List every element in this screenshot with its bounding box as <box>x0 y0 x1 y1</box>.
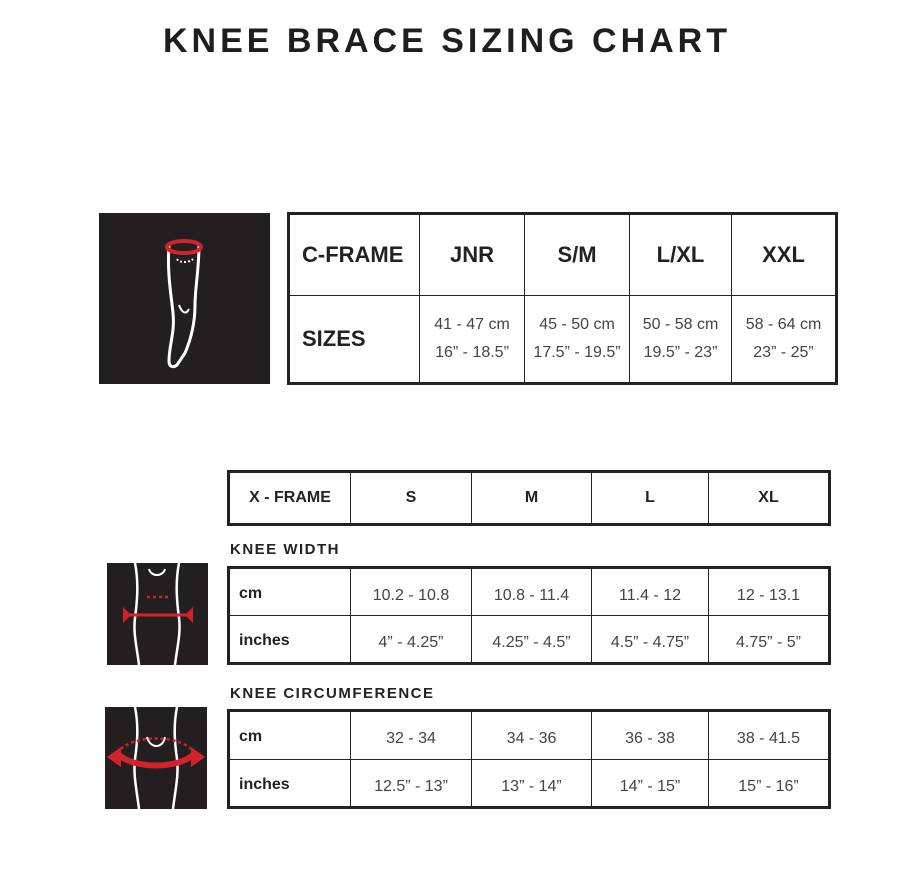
size-cm: 58 - 64 cm <box>745 316 822 333</box>
knee-circ-cm-s: 32 - 34 <box>351 711 472 760</box>
knee-width-inches-s: 4” - 4.25” <box>351 616 472 664</box>
size-inches: 23” - 25” <box>753 344 814 361</box>
knee-circ-cm-xl: 38 - 41.5 <box>709 711 830 760</box>
knee-circ-inches-l: 14” - 15” <box>592 759 709 808</box>
knee-circ-inches-m: 13” - 14” <box>472 759 592 808</box>
page-title: KNEE BRACE SIZING CHART <box>162 22 732 60</box>
inches-label: inches <box>229 616 351 664</box>
size-cm: 50 - 58 cm <box>642 316 719 333</box>
size-s-m: S/M <box>525 214 630 296</box>
knee-circ-inches-s: 12.5” - 13” <box>351 759 472 808</box>
knee-width-cm-s: 10.2 - 10.8 <box>351 568 472 616</box>
knee-width-cm-l: 11.4 - 12 <box>592 568 709 616</box>
inches-label: inches <box>229 759 351 808</box>
size-xl: XL <box>709 472 830 525</box>
size-cell <box>420 296 525 384</box>
knee-circumference-icon <box>105 707 207 809</box>
size-cm: 45 - 50 cm <box>539 316 615 333</box>
knee-width-inches-l: 4.5” - 4.75” <box>592 616 709 664</box>
knee-circ-inches-xl: 15” - 16” <box>709 759 830 808</box>
knee-width-inches-row <box>229 616 830 664</box>
size-xxl: XXL <box>732 214 837 296</box>
size-inches: 16” - 18.5” <box>435 344 509 361</box>
knee-width-label: KNEE WIDTH <box>230 541 340 558</box>
x-frame-header-table <box>227 470 831 526</box>
size-cell <box>525 296 630 384</box>
knee-circumference-label: KNEE CIRCUMFERENCE <box>230 685 435 702</box>
size-jnr: JNR <box>420 214 525 296</box>
knee-width-cm-row <box>229 568 830 616</box>
c-frame-table <box>287 212 838 385</box>
size-l: L <box>592 472 709 525</box>
size-cm: 41 - 47 cm <box>434 316 510 333</box>
cm-label: cm <box>229 568 351 616</box>
knee-width-cm-m: 10.8 - 11.4 <box>472 568 592 616</box>
knee-circ-cm-m: 34 - 36 <box>472 711 592 760</box>
size-inches: 17.5” - 19.5” <box>533 344 621 361</box>
sizes-label: SIZES <box>289 296 420 384</box>
size-m: M <box>472 472 592 525</box>
c-frame-label: C-FRAME <box>289 214 420 296</box>
knee-width-icon <box>107 563 208 665</box>
knee-circumference-table <box>227 709 831 809</box>
size-cell <box>630 296 732 384</box>
knee-width-inches-m: 4.25” - 4.5” <box>472 616 592 664</box>
leg-circumference-icon <box>99 213 270 384</box>
knee-width-cm-xl: 12 - 13.1 <box>709 568 830 616</box>
size-inches: 19.5” - 23” <box>643 344 718 361</box>
x-frame-label: X - FRAME <box>229 472 351 525</box>
knee-width-inches-xl: 4.75” - 5” <box>709 616 830 664</box>
c-frame-sizes-row <box>289 296 837 384</box>
size-s: S <box>351 472 472 525</box>
size-l-xl: L/XL <box>630 214 732 296</box>
knee-width-table <box>227 566 831 665</box>
c-frame-header-row <box>289 214 837 296</box>
x-frame-header-row <box>229 472 830 525</box>
cm-label: cm <box>229 711 351 760</box>
knee-circumference-cm-row <box>229 711 830 760</box>
knee-circumference-inches-row <box>229 759 830 808</box>
knee-circ-cm-l: 36 - 38 <box>592 711 709 760</box>
size-cell <box>732 296 837 384</box>
